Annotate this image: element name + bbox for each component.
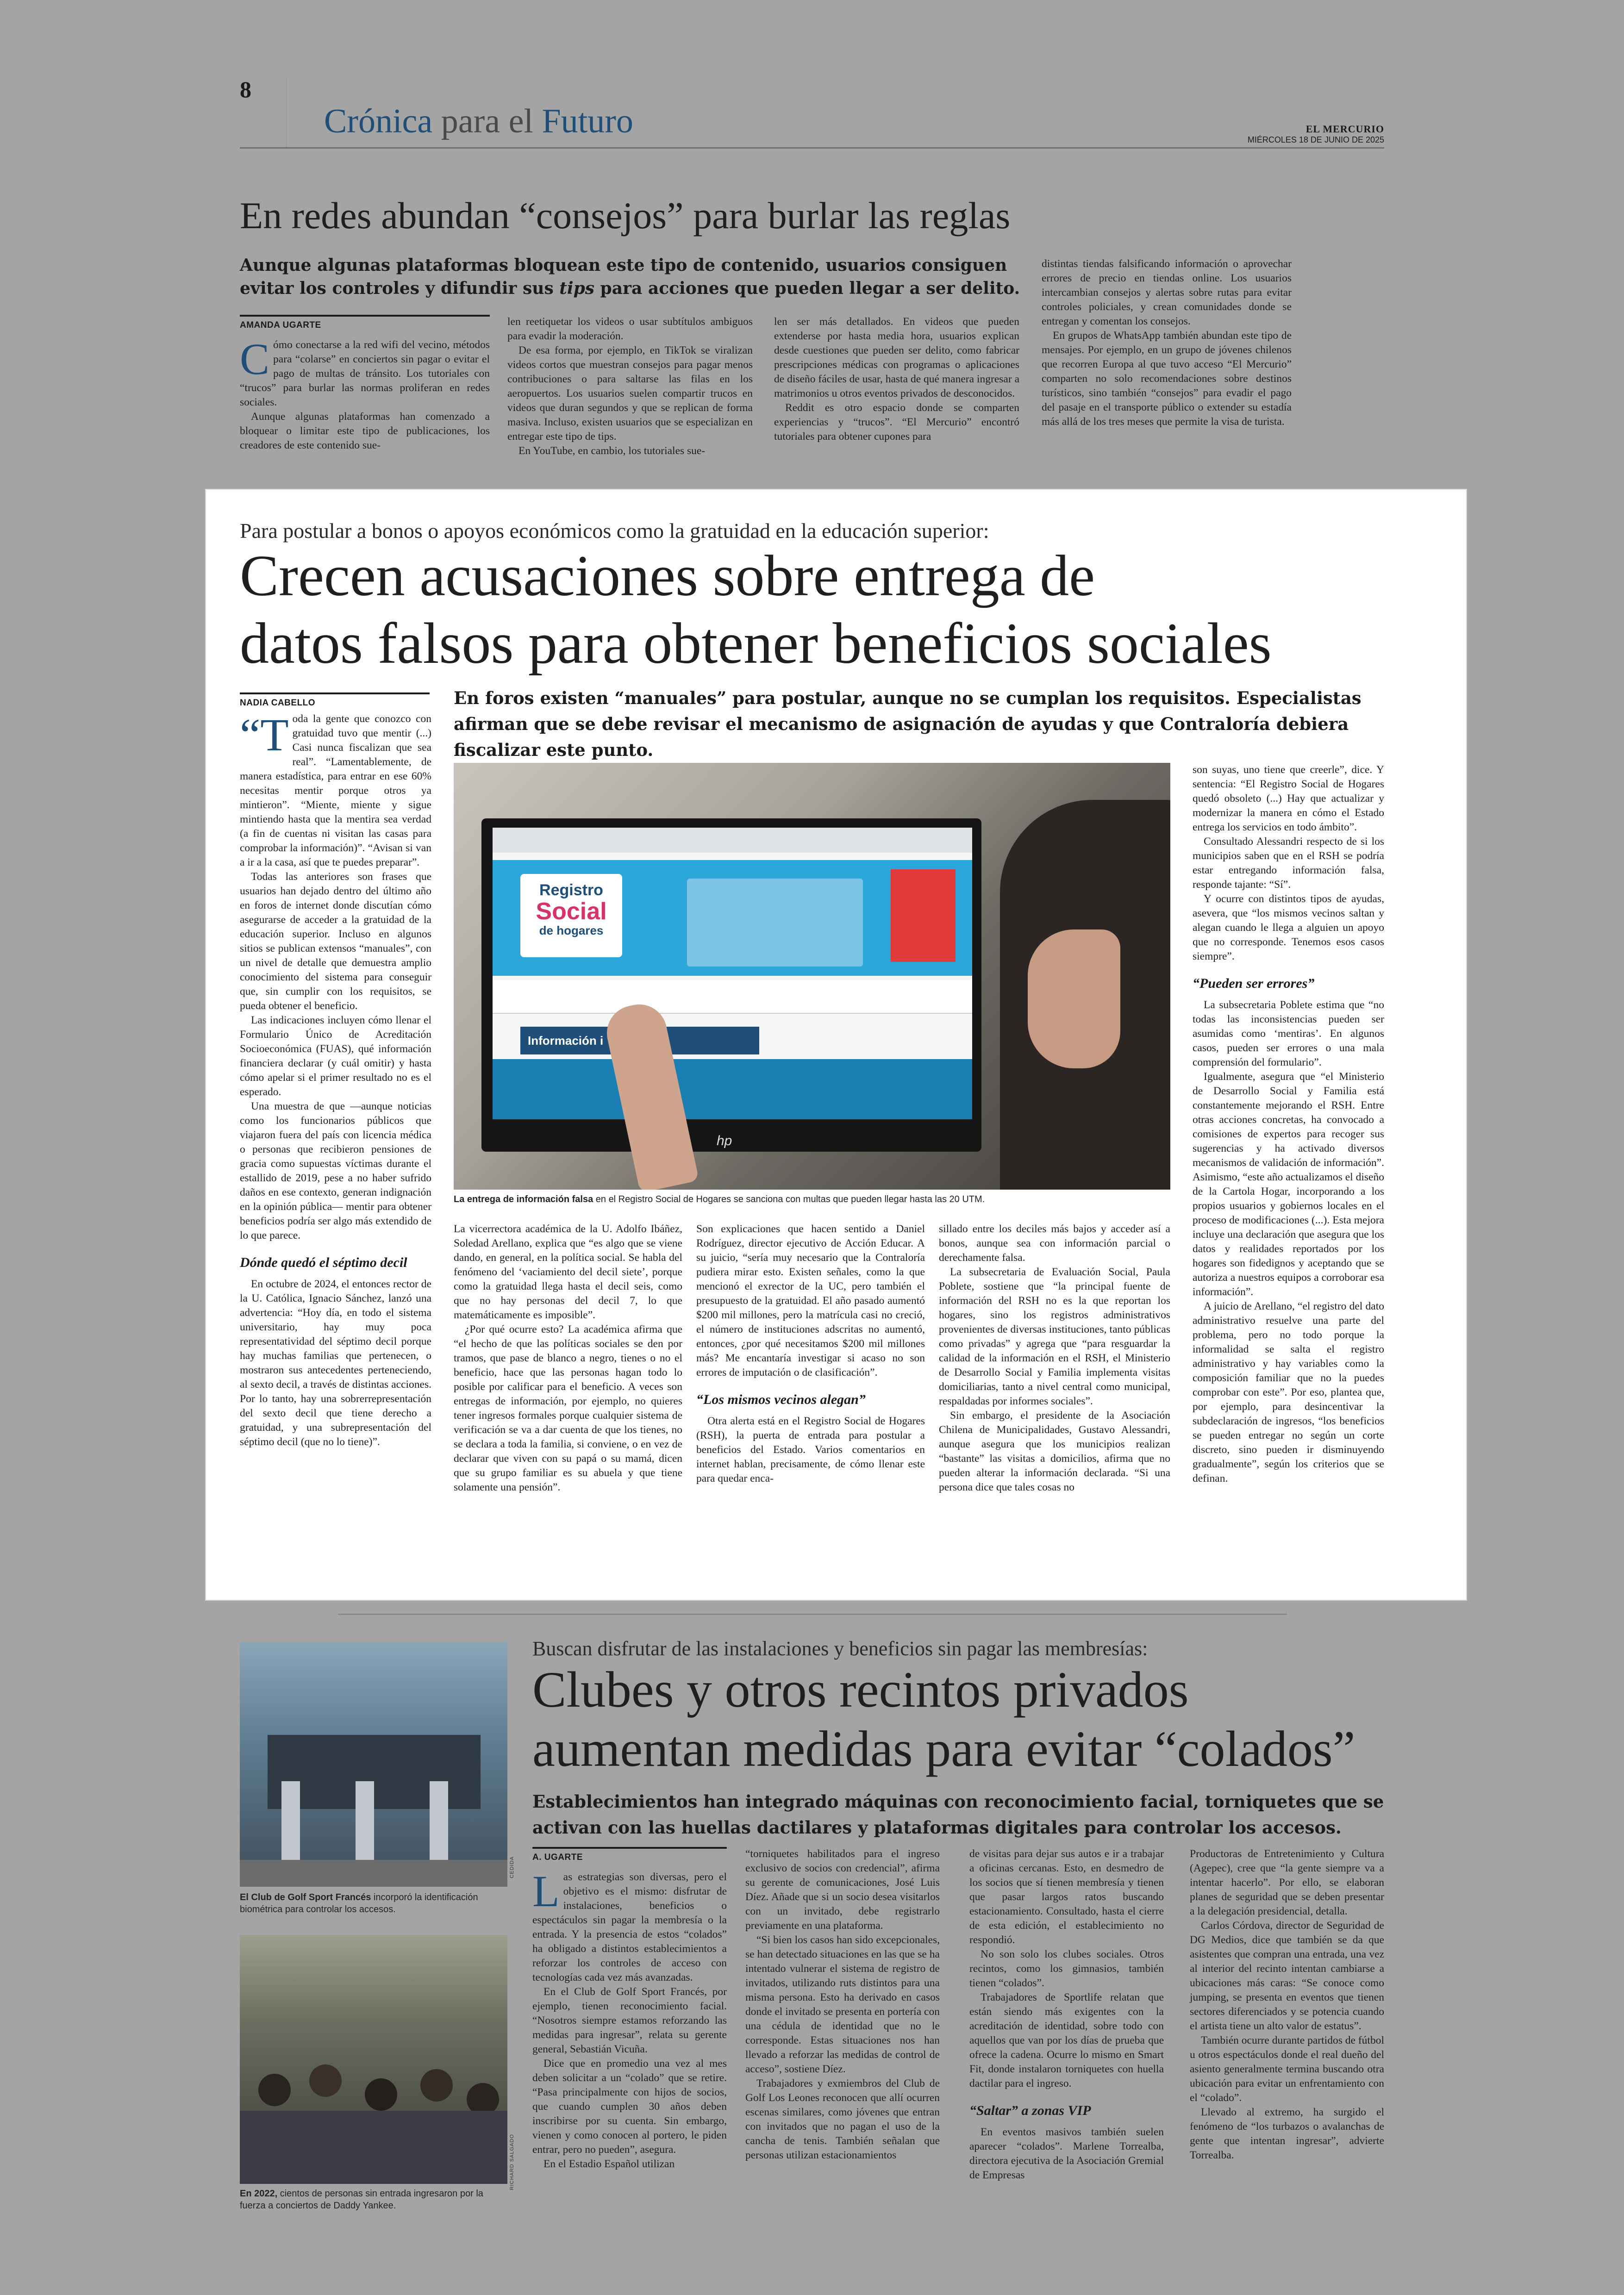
article1-col-2 xyxy=(507,315,753,458)
article3-col4-p1: Productoras de Entretenimiento y Cultura (Agepec), cree que “la gente siempre va a intentar hacerlo”. Por ello, se elaboran planes de seguridad que se deben presentar a la delegación presidencial, detalla. xyxy=(1190,1848,1384,1917)
article2-mid-col-1 xyxy=(454,1222,682,1495)
article2-caption-bold: La entrega de información falsa xyxy=(454,1194,593,1204)
screen-info-label: Información i xyxy=(528,1034,604,1048)
turnstile-1 xyxy=(281,1781,300,1865)
browser-bar xyxy=(493,828,972,853)
article2-headline-line1: Crecen acusaciones sobre entrega de xyxy=(240,544,1095,608)
rsh-logo-box xyxy=(520,874,622,957)
crowd-head-2 xyxy=(309,2064,342,2097)
crowd-head-3 xyxy=(365,2078,397,2111)
article2-dropcap: “T xyxy=(240,709,289,761)
article1-dropcap: C xyxy=(240,334,270,384)
article3-col4-p2: Carlos Córdova, director de Seguridad de DG Medios, dice que también se da que asistentes que compran una entrada, una vez al interior del recinto intentan cambiarse a ubicaciones más caras: “Se conoce como jumping, se presenta en eventos que tienen sectores diferenciados y se potencia cuando el artista tiene un alto valor de estatus”. xyxy=(1190,1920,1384,2032)
article2-right-p4: La subsecretaria Poblete estima que “no todas las inconsistencias pueden ser asumidas como ‘mentiras’. En algunos casos, pueden ser errores o una mala comprensión del formulario”. xyxy=(1193,999,1384,1068)
rsh-logo-line2: Social xyxy=(536,898,607,925)
article2-right-p6: A juicio de Arellano, “el registro del dato administrativo resuelve una parte del problema, pero no todo porque la informalidad se salta el registro administrativo y hay variables como la composición familiar que no la puedes comprobar con este”. Por eso, plantea que, por ejemplo, para desincentivar la subdeclaración de ingresos, “los beneficios se pueden entregar no según un corte discreto, sino pueden ir disminuyendo gradualmente”, según los criterios que se definan. xyxy=(1193,1300,1384,1484)
article3-photo-1 xyxy=(240,1642,507,1887)
article2-right-subhead: “Pueden ser errores” xyxy=(1193,976,1315,991)
article3-headline xyxy=(532,1660,1355,1778)
article3-col4-p3: También ocurre durante partidos de fútbol u otros espectáculos donde el real dueño del asiento generalmente termina buscando otra ubicación para evitar un enfrentamiento con el “colado”. xyxy=(1190,2034,1384,2104)
article3-col3-p4: En eventos masivos también suelen aparecer “colados”. Marlene Torrealba, directora ejecutiva de la Asociación Gremial de Empresas xyxy=(969,2126,1164,2181)
article2-mid-subhead: “Los mismos vecinos alegan” xyxy=(696,1392,866,1407)
article1-col1-p2: Aunque algunas plataformas han comenzado a bloquear o limitar este tipo de publicaciones, los creadores de este contenido sue- xyxy=(240,411,490,451)
article2-mid-col-2 xyxy=(696,1222,925,1486)
article3-col-4 xyxy=(1190,1847,1384,2163)
article2-headline xyxy=(240,543,1272,678)
article3-col4-p4: Llevado al extremo, ha surgido el fenómeno de “los turbazos o avalanchas de gente que intentan ingresar”, advierte Torrealba. xyxy=(1190,2106,1384,2161)
article1-dek: Aunque algunas plataformas bloquean este tipo de contenido, usuarios consiguen evitar los controles y difundir sus tips para acciones que pueden llegar a ser delito. xyxy=(240,256,1020,298)
article2-byline: NADIA CABELLO xyxy=(240,692,430,708)
screen-lower xyxy=(493,1059,972,1119)
article1-col4-p2: En grupos de WhatsApp también abundan este tipo de mensajes. Por ejemplo, en un grupo de jóvenes chilenos que recorren Europa al que tuvo acceso “El Mercurio” comparten no solo recomendaciones sobre destinos turísticos, sino también “consejos” para evadir el pago del pasaje en el transporte público o extender su estadía más allá de los tres meses que permite la visa de turista. xyxy=(1042,330,1292,428)
article3-col1-p4: En el Estadio Español utilizan xyxy=(543,2158,675,2170)
article2-mid-col-3 xyxy=(939,1222,1170,1495)
article3-photo1-caption-text: incorporó la identificación biométrica para controlar los accesos. xyxy=(240,1892,478,1915)
article3-photo1-caption xyxy=(240,1891,508,1915)
article2-mid3-p2: La subsecretaria de Evaluación Social, Paula Poblete, sostiene que “la principal fuente de información del RSH no es la que reportan los hogares, sino los registros administrativos provenientes de diversas instituciones, tanto públicas como privadas” y agrega que “para resguardar la calidad de la información en el RSH, el Ministerio de Desarrollo Social y Familia implementa visitas domiciliarias, tanto a nivel central como municipal, respaldadas por informes sociales”. xyxy=(939,1266,1170,1407)
article1-col2-p2: De esa forma, por ejemplo, en TikTok se viralizan videos cortos que muestran consejos para pagar menos contribuciones o para saltarse las filas en los aeropuertos. Los usuarios suelen compartir trucos en videos que duran segundos y que se replican de forma masiva. Incluso, existen usuarios que se especializan en entregar este tipo de tips. xyxy=(507,344,753,443)
rsh-logo-line3: de hogares xyxy=(539,923,604,937)
article1-col4-p1: distintas tiendas falsificando información o aprovechar errores de precio en tiendas online. Los usuarios intercambian consejos y alertas sobre rutas para evitar controles policiales, y crean comunidades donde se entregan y comentan los consejos. xyxy=(1042,258,1292,327)
article3-col3-p3: Trabajadores de Sportlife relatan que están siendo más exigentes con la acreditación de identidad, sobre todo con aquellos que van por los días de prueba que ofrece la cadena. Ocurre lo mismo en Smart Fit, donde instalaron torniquetes con huella dactilar para el ingreso. xyxy=(969,1991,1164,2089)
article3-col1-p2: En el Club de Golf Sport Francés, por ejemplo, tienen reconocimiento facial. “Nosotros siempre estamos reforzando las medidas para ingresar”, relata su gerente general, Sebastián Vicuña. xyxy=(532,1986,727,2055)
person-face xyxy=(1028,929,1120,1068)
section-title xyxy=(324,103,633,140)
turnstile-3 xyxy=(430,1781,448,1865)
floor xyxy=(240,1860,507,1887)
article1-col2-p1: len reetiquetar los videos o usar subtítulos ambiguos para evadir la moderación. xyxy=(507,316,753,342)
article2-kicker: Para postular a bonos o apoyos económicos como la gratuidad en la educación superior: xyxy=(240,519,989,543)
header-divider xyxy=(286,78,287,147)
article2-caption-text: en el Registro Social de Hogares se sanciona con multas que pueden llegar hasta las 20 UTM. xyxy=(593,1194,985,1204)
article3-photo2-caption xyxy=(240,2188,508,2212)
article2-photo xyxy=(454,763,1170,1190)
article3-col1-p3: Dice que en promedio una vez al mes deben solicitar a un “colado” que se retire. “Pasa principalmente con hijos de socios, que cuando cumplen 30 años deben inscribirse por su cuenta. Sin embargo, vienen y como conocen al portero, le piden entrar, pero no pueden”, asegura. xyxy=(532,2058,727,2156)
article3-photo1-caption-bold: El Club de Golf Sport Francés xyxy=(240,1892,371,1902)
article3-photo1-credit: CEDIDA xyxy=(509,1856,515,1878)
article1-col3-p2: Reddit es otro espacio donde se comparten experiencias y “trucos”. “El Mercurio” encontró tutoriales para obtener cupones para xyxy=(774,402,1019,443)
article1-col-4 xyxy=(1042,257,1292,429)
article2-right-p3: Y ocurre con distintos tipos de ayudas, asevera, que “los mismos vecinos saltan y alegan cuando le llega a alguien un apoyo que no corresponde. Tenemos esos casos siempre”. xyxy=(1193,893,1384,962)
article3-dek: Establecimientos han integrado máquinas con reconocimiento facial, torniquetes que se activan con las huellas dactilares y plataformas digitales para controlar los accesos. xyxy=(532,1791,1384,1838)
section-title-word-3: Futuro xyxy=(542,102,633,140)
article3-col2-p3: Trabajadores y exmiembros del Club de Golf Los Leones reconocen que allí ocurren escenas similares, como jóvenes que entran con invitados que no pagan el uso de la cancha de tenis. También señalan que personas utilizan estacionamientos xyxy=(745,2077,940,2161)
monitor-brand: hp xyxy=(717,1133,732,1148)
article2-headline-line2: datos falsos para obtener beneficios sociales xyxy=(240,611,1272,676)
article3-photo-2 xyxy=(240,1935,507,2184)
article2-right-col xyxy=(1193,763,1384,1486)
article2-left-col xyxy=(240,709,431,1449)
article3-headline-line1: Clubes y otros recintos privados xyxy=(532,1661,1189,1718)
article3-col3-p2: No son solo los clubes sociales. Otros recintos, como los gimnasios, también tienen “colados”. xyxy=(969,1948,1164,1989)
page-number: 8 xyxy=(240,76,251,102)
crowd-head-1 xyxy=(258,2074,291,2106)
article3-col2-p1: “torniquetes habilitados para el ingreso exclusivo de socios con credencial”, afirma su gerente de comunicaciones, José Luis Díez. Añade que si un socio desea visitarlos con un invitado, debe registrarlo previamente en una plataforma. xyxy=(745,1848,940,1932)
article3-col3-subhead: “Saltar” a zonas VIP xyxy=(969,2103,1091,2118)
article2-left-p3: Las indicaciones incluyen cómo llenar el Formulario Único de Acreditación Socioeconómica (FUAS), qué información financiera declarar (y cuál omitir) y hasta cómo apelar si el primer resultado no es el esperado. xyxy=(240,1014,431,1098)
article2-mid3-p1: sillado entre los deciles más bajos y acceder así a bonos, aunque sea con información parcial o derechamente falsa. xyxy=(939,1223,1170,1264)
article3-col1-p1: as estrategias son diversas, pero el objetivo es el mismo: disfrutar de instalaciones, beneficios o espectáculos sin pagar la membresía o la entrada. Y la presencia de estos “colados” ha obligado a distintos establecimientos a reforzar los controles de acceso con tecnologías cada vez más avanzadas. xyxy=(532,1871,727,1983)
crowd-bodies xyxy=(240,2111,507,2184)
rsh-logo-line1: Registro xyxy=(539,881,603,899)
screen-illustration xyxy=(687,879,863,967)
article3-col-3 xyxy=(969,1847,1164,2183)
section-title-word-1: Crónica xyxy=(324,102,433,140)
article1-col1-p1: ómo conectarse a la red wifi del vecino, métodos para “colarse” en conciertos sin pagar o evitar el pago de multas de tránsito. Los tutoriales con “trucos” para burlar las normas proliferan en redes sociales. xyxy=(240,339,490,408)
turnstile-2 xyxy=(356,1781,374,1865)
crowd-head-4 xyxy=(420,2069,453,2102)
article2-mid3-p3: Sin embargo, el presidente de la Asociación Chilena de Municipalidades, Gustavo Alessandri, aunque asegura que los municipios realizan “bastante” las visitas a domicilios, afirma que no pueden alterar la información declarada. “Si una persona dice que tales cosas no xyxy=(939,1409,1170,1493)
article2-photo-caption xyxy=(454,1193,1176,1205)
article3-photo2-credit: RICHARD SALGADO xyxy=(509,2134,515,2190)
article2-left-p5: En octubre de 2024, el entonces rector de la U. Católica, Ignacio Sánchez, lanzó una advertencia: “Hoy día, en todo el sistema universitario, hay muy poca representatividad del séptimo decil porque hay muchas familias que pertenecen, o mostraron sus antecedentes perteneciendo, al sexto decil, a través de distintas acciones. Por lo tanto, hay una sobrerrepresentación del sexto decil que tiene derecho a gratuidad, y una subrepresentación del séptimo decil (que no lo tiene)”. xyxy=(240,1278,431,1448)
screen-nav xyxy=(493,980,972,1014)
article2-dek: En foros existen “manuales” para postular, aunque no se cumplan los requisitos. Especialistas afirman que se debe revisar el mecanismo de asignación de ayudas y que Contraloría debiera fiscalizar este punto. xyxy=(454,688,1362,760)
article2-mid2-p1: Son explicaciones que hacen sentido a Daniel Rodríguez, director ejecutivo de Acción Educar. A su juicio, “sería muy necesario que la Contraloría pudiera mirar esto. Existen señales, como la que mencionó el exrector de la UC, pero también el presupuesto de la gratuidad. El año pasado aumentó $200 mil millones, pero la matrícula casi no creció, el número de instituciones adscritas no aumentó, entonces, ¿por qué necesitamos $200 mil millones más? Me encantaría investigar si acaso no son errores de imputación o de clasificación”. xyxy=(696,1223,925,1378)
article2-left-p4: Una muestra de que —aunque noticias como los funcionarios públicos que viajaron fuera del país con licencia médica o personas que recibieron pensiones de gracia como supuestas víctimas durante el estallido de 2019, pese a no haber sufrido daños en ese contexto, generan indignación en la opinión pública— mentir para obtener beneficios podría ser algo más extendido de lo que parece. xyxy=(240,1100,431,1241)
article2-left-subhead: Dónde quedó el séptimo decil xyxy=(240,1255,407,1270)
article3-dropcap: L xyxy=(532,1866,560,1916)
screen-flag xyxy=(891,869,956,962)
article3-col3-p1: de visitas para dejar sus autos e ir a trabajar a oficinas cercanas. Esto, en desmedro de los socios que sí tienen membresía y tienen que pasar largos ratos buscando estacionamiento. Consultado, hasta el cierre de esta edición, el establecimiento no respondió. xyxy=(969,1848,1164,1946)
article3-headline-line2: aumentan medidas para evitar “colados” xyxy=(532,1721,1355,1777)
article3-photo2-caption-text: cientos de personas sin entrada ingresaron por la fuerza a conciertos de Daddy Yankee. xyxy=(240,2189,483,2211)
article3-photo2-caption-bold: En 2022, xyxy=(240,2189,278,2199)
article2-mid1-p1: La vicerrectora académica de la U. Adolfo Ibáñez, Soledad Arellano, explica que “es algo que se viene dando, en general, en la política social. Se habla del fenómeno del ‘vaciamiento del decil siete’, porque como la gratuidad llega hasta el decil seis, como que no hay personas del decil 7, lo que matemáticamente es imposible”. xyxy=(454,1223,682,1321)
article3-byline: A. UGARTE xyxy=(532,1847,727,1863)
article3-kicker: Buscan disfrutar de las instalaciones y beneficios sin pagar las membresías: xyxy=(532,1637,1148,1660)
article3-col-1 xyxy=(532,1866,727,2171)
article1-col3-p1: len ser más detallados. En videos que pueden extenderse por hasta media hora, usuarios explican desde cuestiones que pueden ser delito, como fabricar prescripciones médicas con programas o aplicaciones de diseño fáciles de usar, hasta de qué manera ingresar a matrimonios u otros eventos privados de desconocidos. xyxy=(774,316,1019,399)
monitor-screen xyxy=(493,828,972,1119)
article1-col-3 xyxy=(774,315,1019,444)
paper-name: EL MERCURIO xyxy=(1305,123,1384,135)
article2-right-p1: son suyas, uno tiene que creerle”, dice. Y sentencia: “El Registro Social de Hogares quedó obsoleto (...) Hay que actualizar y modernizar la manera en cómo el Estado entrega los servicios en todo ámbito”. xyxy=(1193,764,1384,833)
section-title-word-2: para el xyxy=(441,102,533,140)
article1-byline: AMANDA UGARTE xyxy=(240,315,490,331)
article2-right-p2: Consultado Alessandri respecto de si los municipios saben que en el RSH se podría estar entregando información falsa, responde tajante: “Sí”. xyxy=(1193,836,1384,891)
article2-right-p5: Igualmente, asegura que “el Ministerio de Desarrollo Social y Familia está constantemente mejorando el RSH. Entre otras acciones concretas, ha convocado a comisiones de expertos para recoger sus sugerencias y ha activado diversos mecanismos de validación de información”. Asimismo, “este año actualizamos el diseño de la Cartola Hogar, incorporando a los propios usuarios y gobiernos locales en el proceso de modificaciones (...). Esta mejora incluye una declaración que asegura que los datos y realidades reportados por los hogares son fidedignos y aceptando que se autoriza a nuestros equipos a corroborar esa información”. xyxy=(1193,1071,1384,1298)
article1-headline: En redes abundan “consejos” para burlar las reglas xyxy=(240,194,1011,237)
article1-col-1 xyxy=(240,334,490,453)
article2-left-p1: oda la gente que conozco con gratuidad tuvo que mentir (...) Casi nunca fiscalizan que sea real”. “Lamentablemente, de manera estadística, para entrar en ese 60% necesitas mentir porque otros ya mintieron”. “Miente, miente y sigue mintiendo hasta que la mentira sea verdad (a fin de cuentas ni visitan las casas para comprobar la información)”. “Avisan si van a ir a la casa, así que te puedes preparar”. xyxy=(240,713,431,868)
article2-mid1-p2: ¿Por qué ocurre esto? La académica afirma que “el hecho de que las políticas sociales se den por tramos, que pase de blanco a negro, tienes o no el beneficio, hace que las personas hagan todo lo posible por calificar para el beneficio. A veces son entregas de información, por ejemplo, no quieres tener ingresos formales porque cualquier sistema de verificación se va a dar cuenta de que los tienes, no se declara a toda la familia, si conviene, o en vez de declarar que viven con su papá o su mamá, dicen que su grupo familiar es su abuela y que tiene solamente una pensión”. xyxy=(454,1323,682,1493)
article1-col2-p3: En YouTube, en cambio, los tutoriales sue- xyxy=(518,445,706,457)
article-separator xyxy=(338,1614,1287,1615)
article2-mid2-p2: Otra alerta está en el Registro Social de Hogares (RSH), la puerta de entrada para postular a beneficios del Estado. Varios comentarios en internet hablan, precisamente, de cómo llenar este para quedar enca- xyxy=(696,1415,925,1484)
article3-col2-p2: “Si bien los casos han sido excepcionales, se han detectado situaciones en las que se ha intentado vulnerar el sistema de registro de invitados, utilizando ruts distintos para una misma persona. Esto ha derivado en casos donde el invitado se presenta en portería con una cédula de identidad que no le corresponde. Estas situaciones nos han llevado a reforzar las medidas de control de acceso”, sostiene Díez. xyxy=(745,1934,940,2075)
issue-date: MIÉRCOLES 18 DE JUNIO DE 2025 xyxy=(1247,135,1384,144)
header-rule xyxy=(240,147,1384,149)
article2-left-p2: Todas las anteriores son frases que usuarios han dejado dentro del último año en foros de internet donde discutían cómo asegurarse de acceder a la gratuidad de la educación superior. Incluso en algunos sitios se publican extensos “manuales”, con un nivel de detalle que demuestra amplio conocimiento del sistema para conseguir que, sin cumplir con los requisitos, se pueda obtener el beneficio. xyxy=(240,871,431,1012)
article3-col-2 xyxy=(745,1847,940,2163)
